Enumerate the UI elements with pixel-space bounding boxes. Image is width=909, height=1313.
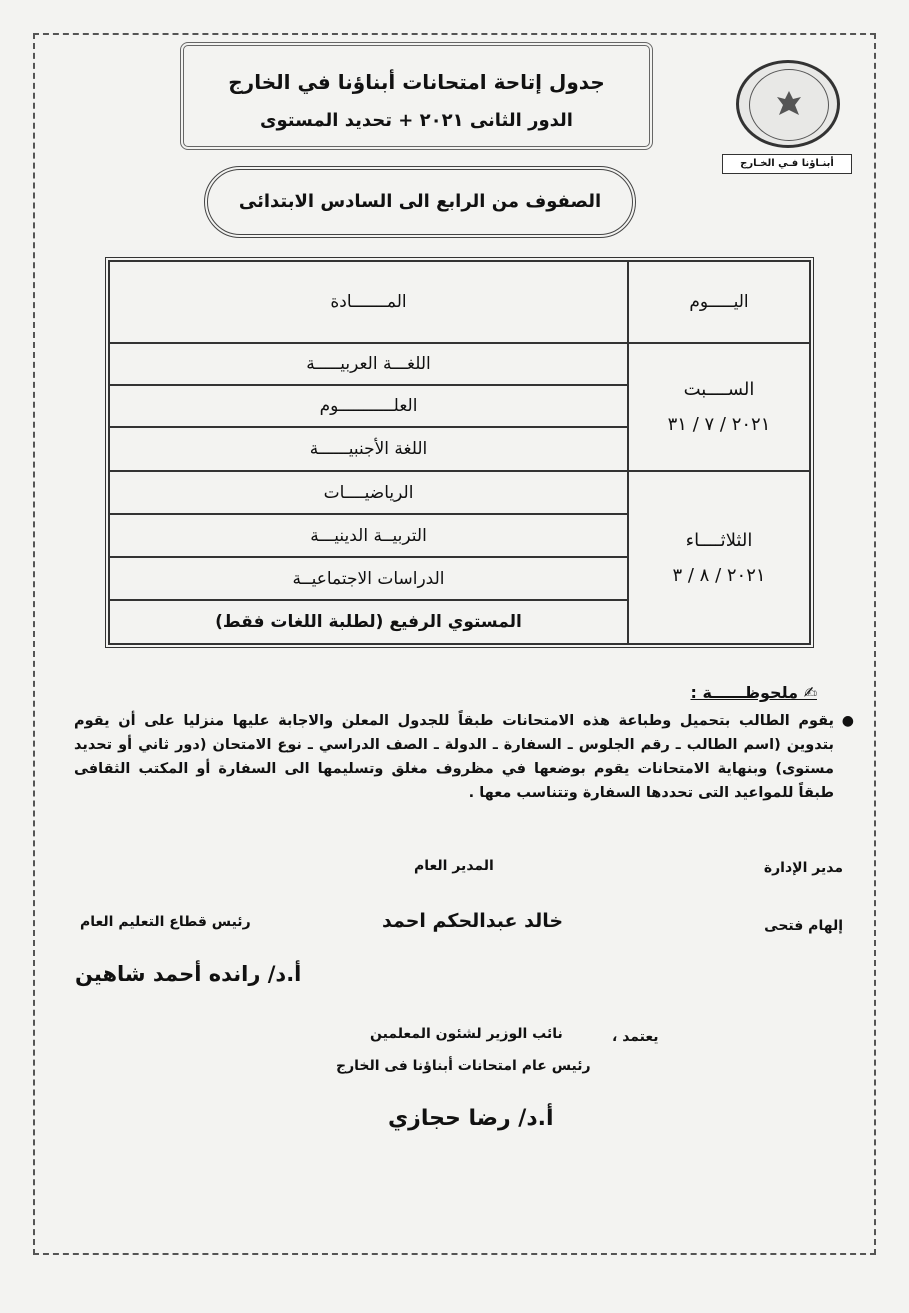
page-title: جدول إتاحة امتحانات أبناؤنا في الخارج [228, 70, 605, 94]
eagle-icon [769, 85, 809, 125]
deputy-title: نائب الوزير لشئون المعلمين [370, 1026, 563, 1042]
subject-cell: اللغة الأجنبيــــــة [109, 427, 628, 471]
dept-director-title: مدير الإدارة [763, 860, 843, 876]
sector-head-name: أ.د/ رانده أحمد شاهين [75, 962, 302, 986]
title-box [180, 42, 653, 150]
note-body [74, 709, 854, 805]
deputy-name: أ.د/ رضا حجازي [388, 1106, 554, 1131]
subject-cell: العلـــــــــــوم [109, 385, 628, 427]
dept-director-name: إلهام فتحى [764, 918, 843, 934]
header-subject: المـــــــادة [109, 261, 628, 343]
subject-cell: التربيــة الدينيـــة [109, 514, 628, 557]
approve-label: يعتمد ، [612, 1029, 659, 1045]
day-name: الســــبت [683, 379, 755, 400]
logo-caption: أبنـاؤنا فـي الخـارج [722, 154, 852, 174]
day-cell-tuesday [628, 471, 810, 644]
subject-cell: المستوي الرفيع (لطلبة اللغات فقط) [109, 600, 628, 644]
section-title: الصفوف من الرابع الى السادس الابتدائى [204, 166, 636, 238]
schedule-table [105, 257, 814, 648]
note-text: يقوم الطالب بتحميل وطباعة هذه الامتحانات طبقاً للجدول المعلن والاجابة عليها منزليا على أن يقوم بتدوين (اسم الطالب ـ رقم الجلوس ـ السفارة ـ الدولة ـ الصف الدراسي ـ نوع الامتحان (دور ثاني أو تحديد مستوى) وبنهاية الامتحانات يقوم بوضعها في مظروف مغلق وتسليمها الى السفارة أو المكتب الثقافى طبقاً للمواعيد التى تحددها السفارة وتتناسب معها . [74, 713, 834, 801]
general-director-title: المدير العام [414, 858, 494, 874]
ministry-logo [736, 60, 840, 148]
day-name: الثلاثــــاء [685, 529, 753, 551]
header-day: اليـــــوم [628, 261, 810, 343]
page-subtitle: الدور الثانى ٢٠٢١ + تحديد المستوى [260, 110, 573, 131]
general-director-name: خالد عبدالحكم احمد [382, 910, 564, 932]
subject-cell: الدراسات الاجتماعيــة [109, 557, 628, 600]
ministry-seal-icon [749, 69, 829, 141]
sector-head-title: رئيس قطاع التعليم العام [80, 914, 251, 930]
day-date: ٢٠٢١ / ٨ / ٣ [672, 564, 766, 586]
subject-cell: الرياضيــــات [109, 471, 628, 514]
day-date: ٢٠٢١ / ٧ / ٣١ [667, 414, 771, 435]
subject-cell: اللغـــة العربيـــــة [109, 343, 628, 385]
day-cell-saturday [628, 343, 810, 471]
exams-head-title: رئيس عام امتحانات أبناؤنا فى الخارج [336, 1058, 591, 1074]
note-title: ✍ ملحوظــــــة : [690, 683, 817, 702]
bullet-icon: ● [841, 713, 854, 729]
